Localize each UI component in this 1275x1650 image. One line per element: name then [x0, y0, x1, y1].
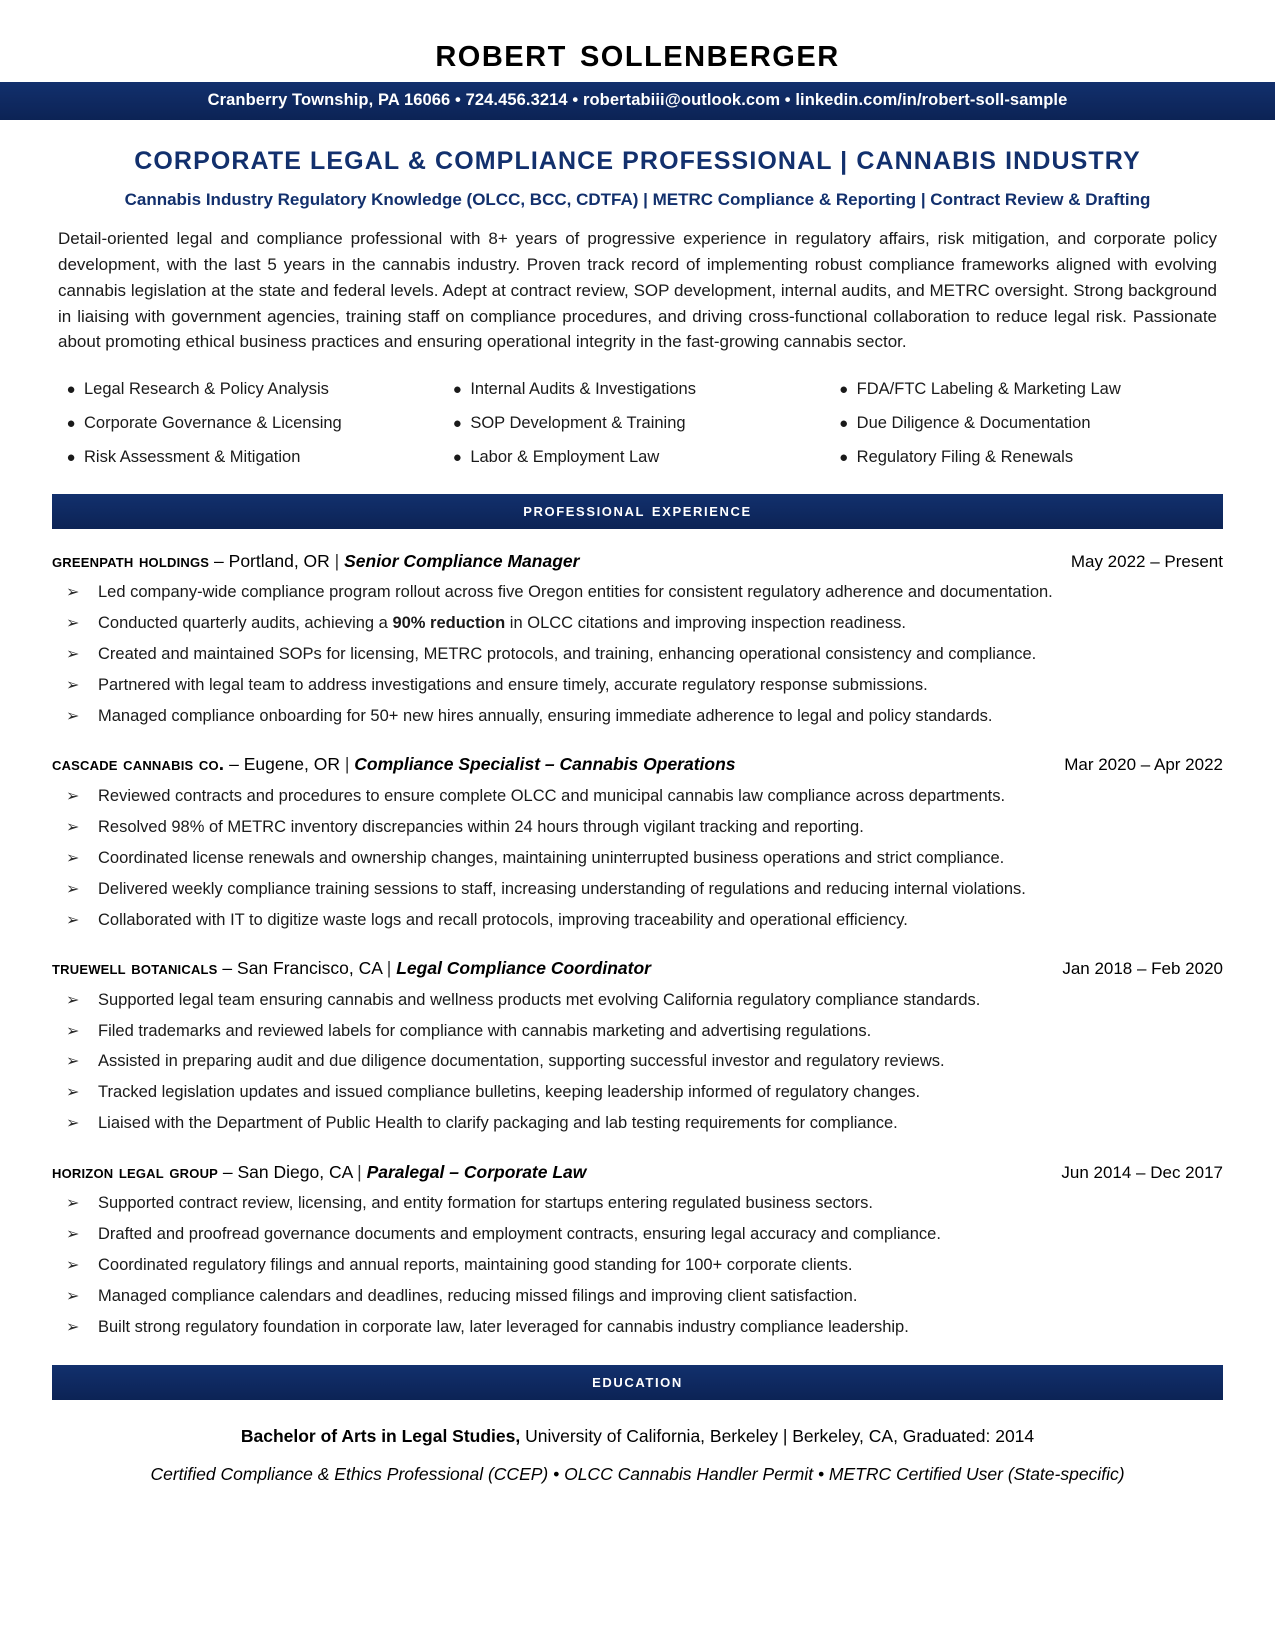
bullet-text-pre: Delivered weekly compliance training sessions to staff, increasing understanding of regulations and reducing internal violations. — [98, 879, 1026, 898]
job-role: Legal Compliance Coordinator — [396, 958, 651, 979]
job-bullet-text — [98, 816, 1223, 840]
job-bullet — [52, 905, 1223, 936]
bullet-dot-icon: ● — [66, 381, 76, 399]
job-bullet — [52, 1312, 1223, 1343]
job-bullet-text — [98, 909, 1223, 933]
bullet-dot-icon: ● — [452, 415, 462, 433]
separator-pipe: | — [381, 958, 397, 979]
skill-label: Risk Assessment & Mitigation — [84, 447, 301, 466]
experience-entry-header — [52, 754, 1223, 776]
job-location: San Francisco, CA — [237, 958, 382, 979]
job-bullet — [52, 812, 1223, 843]
job-role: Compliance Specialist – Cannabis Operations — [354, 754, 736, 775]
job-bullet-list — [52, 781, 1223, 936]
job-bullet-text — [98, 1285, 1223, 1309]
professional-summary: Detail-oriented legal and compliance professional with 8+ years of progressive experience in regulatory affairs, risk mitigation, and corporate policy development, with the last 5 years in the cannabis industry. Proven track record of implementing robust compliance frameworks aligned with evolving cannabis legislation at the state and federal levels. Adept at contract review, SOP development, internal audits, and METRC oversight. Strong background in liaising with government agencies, training staff on compliance procedures, and driving cross-functional collaboration to reduce legal risk. Passionate about promoting ethical business practices and ensuring operational integrity in the fast-growing cannabis sector. — [58, 229, 1217, 352]
job-bullet — [52, 578, 1223, 609]
job-bullet-text — [98, 705, 1223, 729]
bullet-text-highlight: 90% reduction — [392, 614, 506, 633]
job-bullet-text — [98, 989, 1223, 1013]
core-skills-grid — [58, 375, 1217, 472]
bullet-text-pre: Conducted quarterly audits, achieving a — [98, 614, 393, 633]
job-dates: May 2022 – Present — [1070, 551, 1223, 571]
job-bullet — [52, 1189, 1223, 1220]
experience-entry-header — [52, 551, 1223, 573]
skill-label: Regulatory Filing & Renewals — [856, 447, 1074, 466]
separator-dash: – — [209, 550, 229, 571]
bullet-dot-icon: ● — [452, 381, 462, 399]
job-bullet-text — [98, 785, 1223, 809]
bullet-text-pre: Tracked legislation updates and issued compliance bulletins, keeping leadership informed of regulatory changes. — [98, 1083, 921, 1102]
company-name: horizon legal group — [52, 1161, 219, 1183]
bullet-text-pre: Led company-wide compliance program rollout across five Oregon entities for consistent regulatory adherence and documentation. — [98, 583, 1053, 602]
arrow-bullet-icon: ➢ — [66, 584, 80, 602]
page-title: CORPORATE LEGAL & COMPLIANCE PROFESSIONAL | CANNABIS INDUSTRY — [134, 147, 1141, 176]
bullet-dot-icon: ● — [839, 448, 849, 466]
arrow-bullet-icon: ➢ — [66, 1022, 80, 1040]
arrow-bullet-icon: ➢ — [66, 1287, 80, 1305]
experience-entry-title-group — [52, 958, 1048, 980]
education-school: University of California, Berkeley | Berkeley, CA, Graduated: 2014 — [520, 1426, 1035, 1447]
bullet-text-pre: Coordinated license renewals and ownership changes, maintaining uninterrupted business operations and strict compliance. — [98, 848, 1005, 867]
bullet-text-pre: Collaborated with IT to digitize waste logs and recall protocols, improving traceability and operational efficiency. — [98, 910, 908, 929]
job-bullet — [52, 1016, 1223, 1047]
bullet-text-pre: Coordinated regulatory filings and annual reports, maintaining good standing for 100+ corporate clients. — [98, 1256, 853, 1275]
arrow-bullet-icon: ➢ — [66, 1257, 80, 1275]
arrow-bullet-icon: ➢ — [66, 880, 80, 898]
arrow-bullet-icon: ➢ — [66, 1053, 80, 1071]
skill-label: SOP Development & Training — [470, 414, 686, 433]
arrow-bullet-icon: ➢ — [66, 708, 80, 726]
experience-entry — [52, 754, 1223, 936]
job-bullet — [52, 843, 1223, 874]
job-role: Paralegal – Corporate Law — [366, 1161, 587, 1182]
job-bullet — [52, 1281, 1223, 1312]
candidate-name: robert sollenberger — [435, 28, 840, 75]
job-bullet — [52, 609, 1223, 640]
contact-bar: Cranberry Township, PA 16066 • 724.456.3214 • robertabiii@outlook.com • linkedin.com/in/robert-soll-sample — [0, 82, 1275, 120]
experience-entry-title-group — [52, 551, 1057, 573]
arrow-bullet-icon: ➢ — [66, 1226, 80, 1244]
bullet-text-pre: Partnered with legal team to address investigations and ensure timely, accurate regulatory response submissions. — [98, 676, 928, 695]
skill-item — [831, 443, 1217, 472]
bullet-text-pre: Reviewed contracts and procedures to ensure complete OLCC and municipal cannabis law compliance across departments. — [98, 786, 1006, 805]
bullet-text-pre: Built strong regulatory foundation in corporate law, later leveraged for cannabis industry compliance leadership. — [98, 1317, 909, 1336]
bullet-text-pre: Supported contract review, licensing, and entity formation for startups entering regulated business sectors. — [98, 1194, 874, 1213]
arrow-bullet-icon: ➢ — [66, 615, 80, 633]
job-dates: Jun 2014 – Dec 2017 — [1061, 1162, 1223, 1182]
arrow-bullet-icon: ➢ — [66, 1115, 80, 1133]
skill-item — [444, 409, 830, 438]
skill-label: Labor & Employment Law — [470, 447, 660, 466]
job-bullet — [52, 874, 1223, 905]
job-bullet-list — [52, 985, 1223, 1140]
job-bullet — [52, 702, 1223, 733]
section-header-experience: professional experience — [52, 494, 1223, 529]
job-bullet — [52, 1251, 1223, 1282]
separator-pipe: | — [329, 550, 345, 571]
experience-entry — [52, 1162, 1223, 1344]
job-bullet — [52, 1078, 1223, 1109]
job-bullet-text — [98, 1316, 1223, 1340]
bullet-dot-icon: ● — [839, 415, 849, 433]
bullet-text-pre: Liaised with the Department of Public Health to clarify packaging and lab testing requirements for compliance. — [98, 1114, 898, 1133]
section-header-education: education — [52, 1365, 1223, 1400]
education-degree-line — [58, 1422, 1217, 1450]
job-bullet — [52, 985, 1223, 1016]
experience-entry-header — [52, 958, 1223, 980]
experience-entry — [52, 958, 1223, 1140]
skill-item — [58, 443, 444, 472]
education-block — [58, 1422, 1217, 1485]
skill-item — [58, 409, 444, 438]
job-bullet-text — [98, 674, 1223, 698]
job-bullet — [52, 781, 1223, 812]
experience-list — [52, 551, 1223, 1343]
skill-label: Due Diligence & Documentation — [856, 414, 1091, 433]
separator-pipe: | — [352, 1161, 367, 1182]
arrow-bullet-icon: ➢ — [66, 646, 80, 664]
bullet-text-pre: Managed compliance calendars and deadlines, reducing missed filings and improving client satisfaction. — [98, 1286, 858, 1305]
skill-item — [831, 409, 1217, 438]
job-bullet-text — [98, 878, 1223, 902]
job-bullet-text — [98, 612, 1223, 636]
skill-label: FDA/FTC Labeling & Marketing Law — [856, 380, 1121, 399]
bullet-text-post: in OLCC citations and improving inspection readiness. — [505, 614, 907, 633]
job-dates: Jan 2018 – Feb 2020 — [1062, 959, 1223, 979]
bullet-dot-icon: ● — [66, 448, 76, 466]
bullet-text-pre: Created and maintained SOPs for licensing, METRC protocols, and training, enhancing operational consistency and compliance. — [98, 645, 1037, 664]
arrow-bullet-icon: ➢ — [66, 787, 80, 805]
bullet-text-pre: Managed compliance onboarding for 50+ new hires annually, ensuring immediate adherence to legal and policy standards. — [98, 707, 993, 726]
arrow-bullet-icon: ➢ — [66, 991, 80, 1009]
skill-label: Corporate Governance & Licensing — [84, 414, 342, 433]
job-bullet-text — [98, 1192, 1223, 1216]
job-bullet-text — [98, 643, 1223, 667]
job-bullet — [52, 1220, 1223, 1251]
job-location: San Diego, CA — [237, 1161, 353, 1182]
arrow-bullet-icon: ➢ — [66, 1318, 80, 1336]
experience-entry-header — [52, 1162, 1223, 1184]
job-dates: Mar 2020 – Apr 2022 — [1064, 755, 1223, 775]
experience-entry — [52, 551, 1223, 733]
arrow-bullet-icon: ➢ — [66, 818, 80, 836]
job-bullet-text — [98, 1050, 1223, 1074]
arrow-bullet-icon: ➢ — [66, 677, 80, 695]
arrow-bullet-icon: ➢ — [66, 1084, 80, 1102]
job-bullet — [52, 671, 1223, 702]
arrow-bullet-icon: ➢ — [66, 1195, 80, 1213]
company-name: greenpath holdings — [52, 550, 210, 572]
job-bullet-text — [98, 1254, 1223, 1278]
job-bullet — [52, 1047, 1223, 1078]
bullet-text-pre: Assisted in preparing audit and due diligence documentation, supporting successful investor and regulatory reviews. — [98, 1052, 945, 1071]
job-bullet-list — [52, 578, 1223, 733]
job-bullet — [52, 1109, 1223, 1140]
page-subtitle: Cannabis Industry Regulatory Knowledge (OLCC, BCC, CDTFA) | METRC Compliance & Reporting | Contract Review & Drafting — [124, 190, 1151, 210]
separator-dash: – — [224, 754, 244, 775]
skill-item — [58, 375, 444, 404]
job-location: Eugene, OR — [243, 754, 341, 775]
job-bullet-text — [98, 1020, 1223, 1044]
skill-label: Legal Research & Policy Analysis — [84, 380, 329, 399]
job-location: Portland, OR — [228, 550, 330, 571]
separator-dash: – — [217, 958, 238, 979]
job-bullet-text — [98, 1081, 1223, 1105]
header-name-wrap — [0, 0, 1275, 82]
company-name: truewell botanicals — [52, 958, 218, 980]
job-role: Senior Compliance Manager — [344, 550, 580, 571]
job-bullet-list — [52, 1189, 1223, 1344]
skill-item — [444, 443, 830, 472]
bullet-text-pre: Drafted and proofread governance documents and employment contracts, ensuring legal accuracy and compliance. — [98, 1225, 941, 1244]
arrow-bullet-icon: ➢ — [66, 911, 80, 929]
separator-dash: – — [218, 1161, 238, 1182]
bullet-dot-icon: ● — [66, 415, 76, 433]
education-degree: Bachelor of Arts in Legal Studies, — [240, 1426, 521, 1447]
education-certifications: Certified Compliance & Ethics Professional (CCEP) • OLCC Cannabis Handler Permit • METRC Certified User (State-specific) — [150, 1464, 1125, 1485]
job-bullet-text — [98, 581, 1223, 605]
job-bullet-text — [98, 847, 1223, 871]
job-bullet — [52, 640, 1223, 671]
bullet-text-pre: Filed trademarks and reviewed labels for compliance with cannabis marketing and advertising regulations. — [98, 1021, 872, 1040]
skill-item — [444, 375, 830, 404]
experience-entry-title-group — [52, 1162, 1047, 1184]
bullet-dot-icon: ● — [452, 448, 462, 466]
job-bullet-text — [98, 1112, 1223, 1136]
arrow-bullet-icon: ➢ — [66, 849, 80, 867]
job-bullet-text — [98, 1223, 1223, 1247]
bullet-dot-icon: ● — [839, 381, 849, 399]
bullet-text-pre: Resolved 98% of METRC inventory discrepancies within 24 hours through vigilant tracking and reporting. — [98, 817, 864, 836]
separator-pipe: | — [340, 754, 355, 775]
bullet-text-pre: Supported legal team ensuring cannabis and wellness products met evolving California regulatory compliance standards. — [98, 990, 981, 1009]
skill-label: Internal Audits & Investigations — [470, 380, 696, 399]
skill-item — [831, 375, 1217, 404]
experience-entry-title-group — [52, 754, 1050, 776]
company-name: cascade cannabis co. — [52, 754, 225, 776]
